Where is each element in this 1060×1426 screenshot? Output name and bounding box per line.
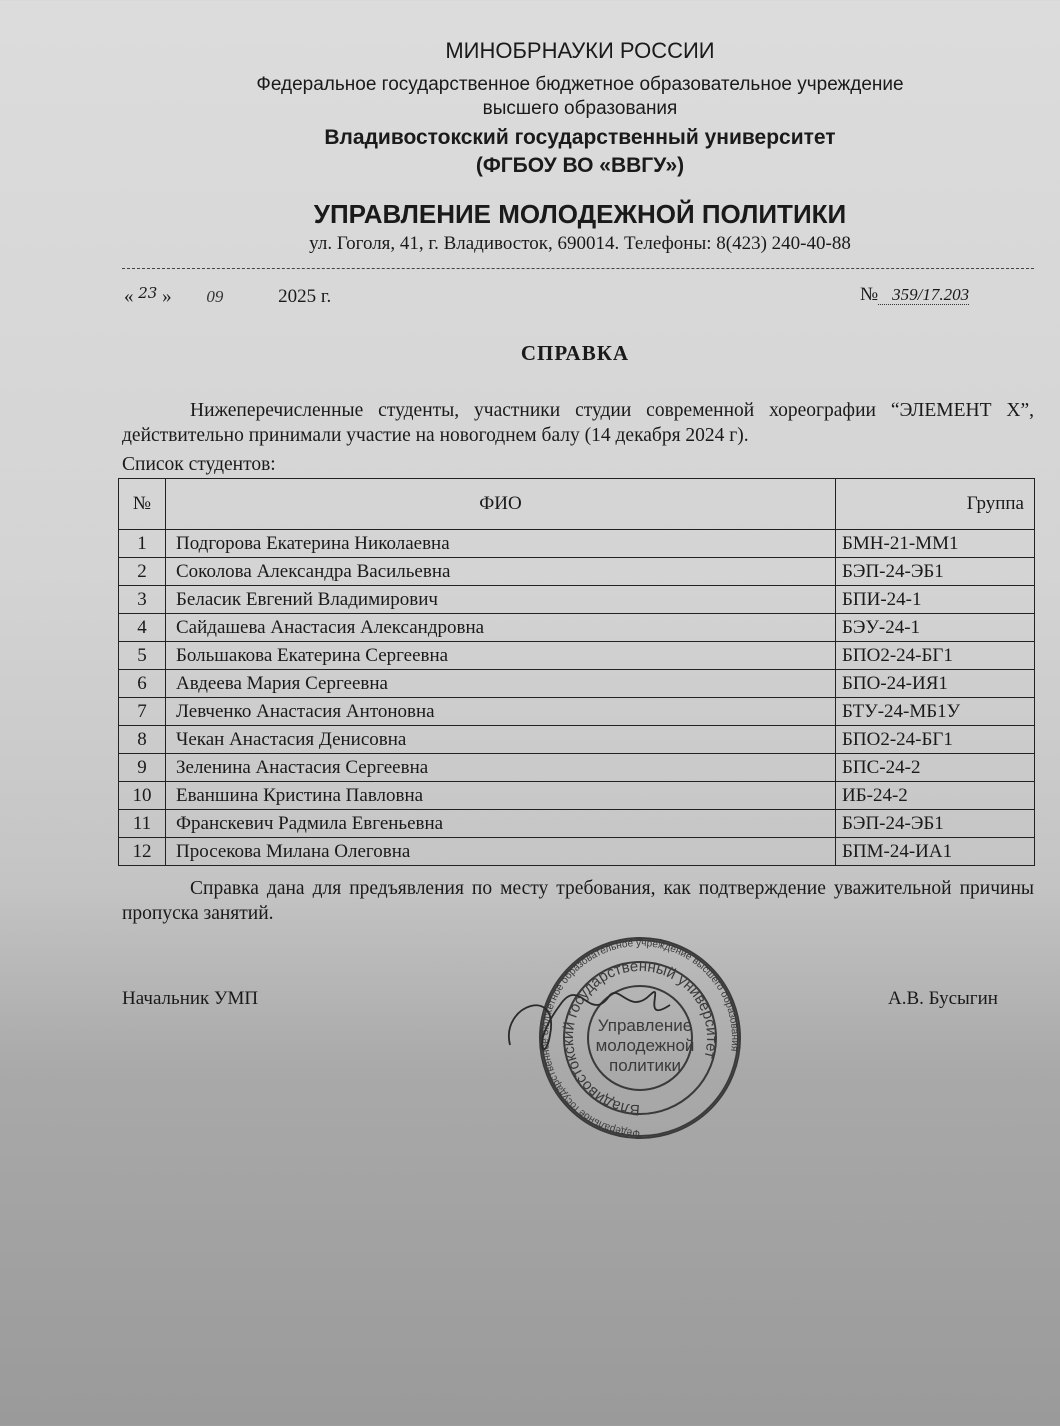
row-number: 6 bbox=[119, 670, 166, 698]
svg-text:Владивостокский государственны: Владивостокский государственный университет bbox=[559, 957, 721, 1119]
student-group: БПС-24-2 bbox=[836, 754, 1035, 782]
row-number: 5 bbox=[119, 642, 166, 670]
quote: « bbox=[124, 286, 134, 307]
student-name: Беласик Евгений Владимирович bbox=[166, 586, 836, 614]
row-number: 9 bbox=[119, 754, 166, 782]
institution-line2: высшего образования bbox=[482, 98, 678, 119]
row-number: 4 bbox=[119, 614, 166, 642]
row-number: 1 bbox=[119, 530, 166, 558]
student-name: Соколова Александра Васильевна bbox=[166, 558, 836, 586]
student-name: Просекова Милана Олеговна bbox=[166, 838, 836, 866]
date-month: 09 bbox=[206, 287, 224, 306]
table-row bbox=[119, 698, 1035, 726]
row-number: 8 bbox=[119, 726, 166, 754]
student-group: БПИ-24-1 bbox=[836, 586, 1035, 614]
address: ул. Гоголя, 41, г. Владивосток, 690014. Телефоны: 8(423) 240-40-88 bbox=[309, 233, 851, 254]
students-table bbox=[118, 478, 1035, 866]
signer-position: Начальник УМП bbox=[122, 988, 259, 1009]
row-number: 11 bbox=[119, 810, 166, 838]
row-number: 3 bbox=[119, 586, 166, 614]
student-group: БПМ-24-ИА1 bbox=[836, 838, 1035, 866]
student-name: Большакова Екатерина Сергеевна bbox=[166, 642, 836, 670]
quote: » bbox=[162, 286, 172, 307]
student-name: Чекан Анастасия Денисовна bbox=[166, 726, 836, 754]
number-label: № bbox=[860, 284, 879, 305]
student-name: Еваншина Кристина Павловна bbox=[166, 782, 836, 810]
row-number: 12 bbox=[119, 838, 166, 866]
header-name: ФИО bbox=[166, 479, 836, 530]
intro-paragraph: Нижеперечисленные студенты, участники студии современной хореографии “ЭЛЕМЕНТ X”, действительно принимали участие на новогоднем балу (14 декабря 2024 г). bbox=[122, 400, 1034, 446]
svg-text:Управление: Управление bbox=[597, 1016, 693, 1035]
student-name: Левченко Анастасия Антоновна bbox=[166, 698, 836, 726]
date-day: 23 bbox=[138, 284, 158, 302]
divider bbox=[122, 268, 1034, 269]
student-group: БПО2-24-БГ1 bbox=[836, 642, 1035, 670]
svg-text:молодежной: молодежной bbox=[595, 1036, 695, 1055]
table-header bbox=[119, 479, 1035, 530]
signer-name: А.В. Бусыгин bbox=[888, 988, 998, 1009]
student-group: БПО-24-ИЯ1 bbox=[836, 670, 1035, 698]
list-label: Список студентов: bbox=[122, 454, 276, 475]
header-number: № bbox=[119, 479, 166, 530]
table-row bbox=[119, 754, 1035, 782]
student-name: Авдеева Мария Сергеевна bbox=[166, 670, 836, 698]
number-value: 359/17.203 bbox=[878, 285, 969, 305]
student-group: БЭУ-24-1 bbox=[836, 614, 1035, 642]
table-row bbox=[119, 670, 1035, 698]
row-number: 10 bbox=[119, 782, 166, 810]
institution-line1: Федеральное государственное бюджетное образовательное учреждение bbox=[256, 74, 904, 95]
row-number: 2 bbox=[119, 558, 166, 586]
student-group: ИБ-24-2 bbox=[836, 782, 1035, 810]
closing-paragraph: Справка дана для предъявления по месту требования, как подтверждение уважительной причины пропуска занятий. bbox=[122, 878, 1034, 924]
student-group: БЭП-24-ЭБ1 bbox=[836, 810, 1035, 838]
document-number bbox=[860, 284, 969, 306]
svg-text:Федеральное государственное бю: Федеральное государственное бюджетное образовательное учреждение высшего образования bbox=[540, 937, 741, 1139]
svg-text:политики: политики bbox=[609, 1056, 681, 1075]
table-row bbox=[119, 810, 1035, 838]
student-group: БПО2-24-БГ1 bbox=[836, 726, 1035, 754]
table-row bbox=[119, 558, 1035, 586]
table-row bbox=[119, 726, 1035, 754]
date-year: 2025 г. bbox=[278, 286, 332, 307]
table-row bbox=[119, 614, 1035, 642]
university-short: (ФГБОУ ВО «ВВГУ») bbox=[475, 154, 685, 177]
date-line bbox=[124, 284, 331, 308]
student-group: БЭП-24-ЭБ1 bbox=[836, 558, 1035, 586]
header-group: Группа bbox=[836, 479, 1035, 530]
student-name: Подгорова Екатерина Николаевна bbox=[166, 530, 836, 558]
table-row bbox=[119, 642, 1035, 670]
student-name: Франскевич Радмила Евгеньевна bbox=[166, 810, 836, 838]
department-name: УПРАВЛЕНИЕ МОЛОДЕЖНОЙ ПОЛИТИКИ bbox=[313, 199, 847, 229]
student-name: Зеленина Анастасия Сергеевна bbox=[166, 754, 836, 782]
table-row bbox=[119, 586, 1035, 614]
table-row bbox=[119, 838, 1035, 866]
document-title: СПРАВКА bbox=[520, 341, 630, 365]
student-group: БТУ-24-МБ1У bbox=[836, 698, 1035, 726]
ministry: МИНОБРНАУКИ РОССИИ bbox=[445, 38, 715, 63]
official-stamp bbox=[490, 925, 780, 1155]
student-group: БМН-21-ММ1 bbox=[836, 530, 1035, 558]
university-name: Владивостокский государственный университет bbox=[324, 126, 836, 149]
table-row bbox=[119, 782, 1035, 810]
row-number: 7 bbox=[119, 698, 166, 726]
table-row bbox=[119, 530, 1035, 558]
student-name: Сайдашева Анастасия Александровна bbox=[166, 614, 836, 642]
